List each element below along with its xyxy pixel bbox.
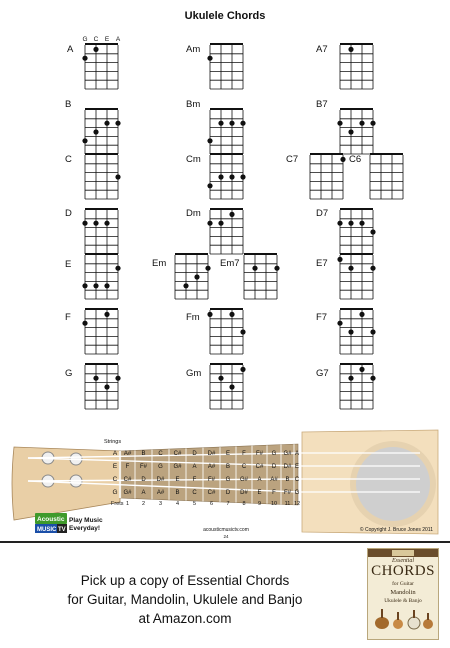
fret-note: B — [175, 490, 180, 497]
chord-nut-f7 — [340, 308, 373, 310]
chord-nut-fm — [210, 308, 243, 310]
chord-dot-d7 — [370, 229, 375, 234]
chord-nut-cm — [210, 153, 243, 155]
fret-note: G# — [123, 490, 132, 497]
chord-dot-a — [93, 47, 98, 52]
chord-dot-dm — [218, 221, 223, 226]
footer-copyright: © Copyright J. Bruce Jones 2011 — [359, 527, 433, 533]
fret-note: F# — [207, 477, 216, 484]
chord-dot-e7 — [337, 257, 342, 262]
chord-label-c: C — [65, 154, 72, 165]
fret-note: A# — [270, 477, 278, 484]
chord-dot-a — [82, 56, 87, 61]
chord-dot-b — [115, 121, 120, 126]
chord-dot-f7 — [337, 321, 342, 326]
logo-tagline-2: Everyday! — [69, 525, 101, 532]
fret-note: A — [257, 477, 262, 484]
fret-note: B — [285, 477, 290, 484]
logo-word-1: Acoustic — [37, 516, 65, 523]
chord-dot-d7 — [348, 221, 353, 226]
string-name-g: G — [82, 36, 88, 43]
chord-dot-e7 — [370, 266, 375, 271]
fret-note: C — [241, 464, 247, 471]
book-instruments-icon — [368, 607, 438, 631]
chord-label-c6: C6 — [349, 154, 362, 165]
fret-number: 12 — [293, 501, 301, 507]
chord-label-b: B — [65, 99, 72, 110]
open-string-label: A — [112, 450, 118, 457]
chord-dot-bm — [218, 121, 223, 126]
chord-label-fm: Fm — [186, 312, 200, 323]
chord-dot-d — [82, 221, 87, 226]
chord-dot-f — [104, 312, 109, 317]
chord-nut-g — [85, 363, 118, 365]
fret-note: E — [225, 451, 231, 458]
chord-nut-c7 — [310, 153, 343, 155]
chord-dot-b7 — [337, 121, 342, 126]
chord-nut-gm — [210, 363, 243, 365]
chord-dot-bm — [207, 138, 212, 143]
chord-dot-f7 — [370, 329, 375, 334]
string-name-c: C — [93, 36, 99, 43]
fret-note: D# — [283, 464, 292, 471]
chord-dot-b — [104, 121, 109, 126]
chord-label-d7: D7 — [316, 208, 329, 219]
fret-number: 11 — [284, 501, 291, 507]
chord-dot-b7 — [370, 121, 375, 126]
chord-label-em: Em — [152, 258, 167, 269]
fret-note: E — [294, 464, 300, 471]
fret-note: C — [158, 451, 163, 458]
chord-dot-g7 — [370, 376, 375, 381]
chord-dot-d — [104, 221, 109, 226]
chord-dot-g7 — [359, 367, 364, 372]
chord-label-dm: Dm — [186, 208, 201, 219]
chord-dot-d — [93, 221, 98, 226]
chord-nut-a7 — [340, 43, 373, 45]
fret-note: A# — [207, 464, 216, 471]
fret-note: E — [257, 490, 262, 497]
fret-note: F — [192, 477, 197, 484]
fret-note: D — [141, 477, 146, 484]
fret-note: D# — [240, 490, 248, 497]
fret-note: B — [225, 464, 231, 471]
strings-label: Strings — [104, 439, 122, 445]
open-string-label: C — [112, 476, 118, 483]
fret-note: G — [158, 464, 163, 471]
fret-note: A# — [123, 451, 132, 458]
chord-nut-b — [85, 108, 118, 110]
frets-label: Frets — [111, 501, 124, 507]
chord-dot-g — [115, 376, 120, 381]
chord-nut-b7 — [340, 108, 373, 110]
chord-dot-e — [82, 283, 87, 288]
chord-nut-am — [210, 43, 243, 45]
chord-dot-c7 — [340, 157, 345, 162]
chord-label-d: D — [65, 208, 72, 219]
chord-dot-b — [82, 138, 87, 143]
fret-note: F# — [139, 464, 148, 471]
fret-number: 10 — [270, 501, 278, 507]
promo-line-2: for Guitar, Mandolin, Ukulele and Banjo — [67, 592, 303, 607]
chord-dot-b — [93, 129, 98, 134]
fret-number: 8 — [242, 501, 246, 507]
chord-dot-fm — [240, 329, 245, 334]
chord-label-f: F — [65, 312, 71, 323]
chord-dot-f — [82, 321, 87, 326]
chord-dot-e — [93, 283, 98, 288]
fret-number: 1 — [125, 501, 130, 507]
chord-nut-f — [85, 308, 118, 310]
chord-dot-dm — [229, 212, 234, 217]
chord-nut-c6 — [370, 153, 403, 155]
chord-nut-dm — [210, 208, 243, 210]
logo-word-2: MUSIC — [37, 527, 57, 533]
fret-note: D — [192, 451, 197, 458]
fret-note: G — [294, 490, 300, 497]
chord-dot-d7 — [337, 221, 342, 226]
chord-dot-f7 — [348, 329, 353, 334]
book-logo-icon — [392, 550, 414, 556]
fret-number: 5 — [192, 501, 197, 507]
footer-page-number: 24 — [223, 534, 229, 539]
chord-dot-em — [205, 266, 210, 271]
fret-note: A — [294, 451, 300, 458]
chord-dot-bm — [229, 121, 234, 126]
chord-dot-gm — [218, 376, 223, 381]
chord-label-c7: C7 — [286, 154, 299, 165]
chord-dot-fm — [229, 312, 234, 317]
fret-note: F — [242, 451, 246, 458]
chord-label-am: Am — [186, 44, 201, 55]
footer-site[interactable]: acousticmusictv.com — [203, 527, 249, 533]
fret-note: B — [141, 451, 146, 458]
chord-dot-c — [115, 174, 120, 179]
chord-dot-g — [104, 384, 109, 389]
fret-note: A# — [156, 490, 165, 497]
fret-note: G# — [283, 451, 292, 458]
open-string-label: E — [112, 463, 118, 470]
chord-dot-em7 — [252, 266, 257, 271]
chord-dot-bm — [240, 121, 245, 126]
book-cover[interactable] — [367, 548, 439, 640]
fret-number: 2 — [141, 501, 146, 507]
fret-note: D — [225, 490, 231, 497]
logo-word-3: TV — [58, 527, 66, 533]
fret-note: A — [192, 464, 197, 471]
fret-note: C# — [123, 477, 132, 484]
fret-note: G# — [173, 464, 182, 471]
book-word-essential: Essential — [392, 558, 414, 564]
fret-note: C# — [173, 451, 182, 458]
chord-nut-a — [85, 43, 118, 45]
chord-dot-em — [194, 274, 199, 279]
chord-dot-gm — [229, 384, 234, 389]
chord-nut-e — [85, 253, 118, 255]
chord-dot-b7 — [348, 129, 353, 134]
chord-dot-e — [115, 266, 120, 271]
open-string-label: G — [112, 489, 118, 496]
string-name-e: E — [104, 36, 110, 43]
promo-line-3[interactable]: at Amazon.com — [138, 611, 232, 626]
chord-label-g7: G7 — [316, 368, 329, 379]
chord-dot-dm — [207, 221, 212, 226]
fret-note: D# — [156, 477, 165, 484]
sound-hole-icon — [356, 447, 430, 521]
fret-note: C — [192, 490, 197, 497]
chord-dot-b7 — [359, 121, 364, 126]
promo-line-1: Pick up a copy of Essential Chords — [80, 573, 290, 588]
chord-dot-fm — [207, 312, 212, 317]
chord-label-a7: A7 — [316, 44, 328, 55]
chord-dot-gm — [240, 367, 245, 372]
chord-label-a: A — [67, 44, 74, 55]
chord-nut-d — [85, 208, 118, 210]
chord-dot-g — [93, 376, 98, 381]
chord-dot-d7 — [359, 221, 364, 226]
chord-label-e7: E7 — [316, 258, 328, 269]
string-name-a: A — [115, 36, 121, 43]
fret-number: 9 — [257, 501, 262, 507]
chord-dot-e7 — [348, 266, 353, 271]
logo-tagline-1: Play Music — [69, 517, 103, 524]
sheet-title: Ukulele Chords — [184, 10, 266, 22]
fret-note: F — [272, 490, 276, 497]
chord-label-f7: F7 — [316, 312, 328, 323]
chord-nut-e7 — [340, 253, 373, 255]
fret-note: A — [141, 490, 146, 497]
chord-nut-g7 — [340, 363, 373, 365]
chord-dot-a7 — [348, 47, 353, 52]
chord-label-gm: Gm — [186, 368, 202, 379]
chord-label-g: G — [65, 368, 73, 379]
chord-dot-em7 — [274, 266, 279, 271]
fret-note: D# — [207, 451, 216, 458]
chord-label-b7: B7 — [316, 99, 328, 110]
chord-dot-cm — [229, 174, 234, 179]
chord-label-e: E — [65, 259, 72, 270]
fret-note: C# — [207, 490, 216, 497]
chord-label-bm: Bm — [186, 99, 201, 110]
chord-dot-f7 — [359, 312, 364, 317]
chord-dot-am — [207, 56, 212, 61]
fret-note: F# — [283, 490, 292, 497]
promo-text — [30, 571, 340, 628]
fret-note: G — [271, 451, 277, 458]
fret-note: C# — [255, 464, 264, 471]
book-word-chords: CHORDS — [371, 563, 435, 579]
fret-note: F — [125, 464, 130, 471]
fret-note: E — [175, 477, 180, 484]
fret-number: 7 — [226, 501, 230, 507]
chord-nut-em — [175, 253, 208, 255]
chord-dot-e — [104, 283, 109, 288]
fret-number: 3 — [158, 501, 163, 507]
book-top-band — [368, 549, 438, 557]
chord-label-cm: Cm — [186, 154, 201, 165]
fret-number: 6 — [209, 501, 214, 507]
chord-label-em7: Em7 — [220, 258, 240, 269]
fret-number: 4 — [175, 501, 180, 507]
book-subtitle-3: Ukulele & Banjo — [384, 598, 422, 604]
chord-dot-cm — [240, 174, 245, 179]
book-subtitle-1: for Guitar — [392, 581, 414, 587]
chord-nut-d7 — [340, 208, 373, 210]
book-subtitle-2: Mandolin — [390, 589, 416, 596]
fret-note: C — [294, 477, 300, 484]
fret-note: F# — [255, 451, 264, 458]
fret-note: G — [225, 477, 231, 484]
fret-note: G# — [239, 477, 249, 484]
chord-nut-c — [85, 153, 118, 155]
chord-dot-cm — [218, 174, 223, 179]
chord-nut-em7 — [244, 253, 277, 255]
chord-dot-em — [183, 283, 188, 288]
fret-note: D — [271, 464, 277, 471]
chord-dot-g7 — [348, 376, 353, 381]
chord-nut-bm — [210, 108, 243, 110]
chord-dot-cm — [207, 183, 212, 188]
